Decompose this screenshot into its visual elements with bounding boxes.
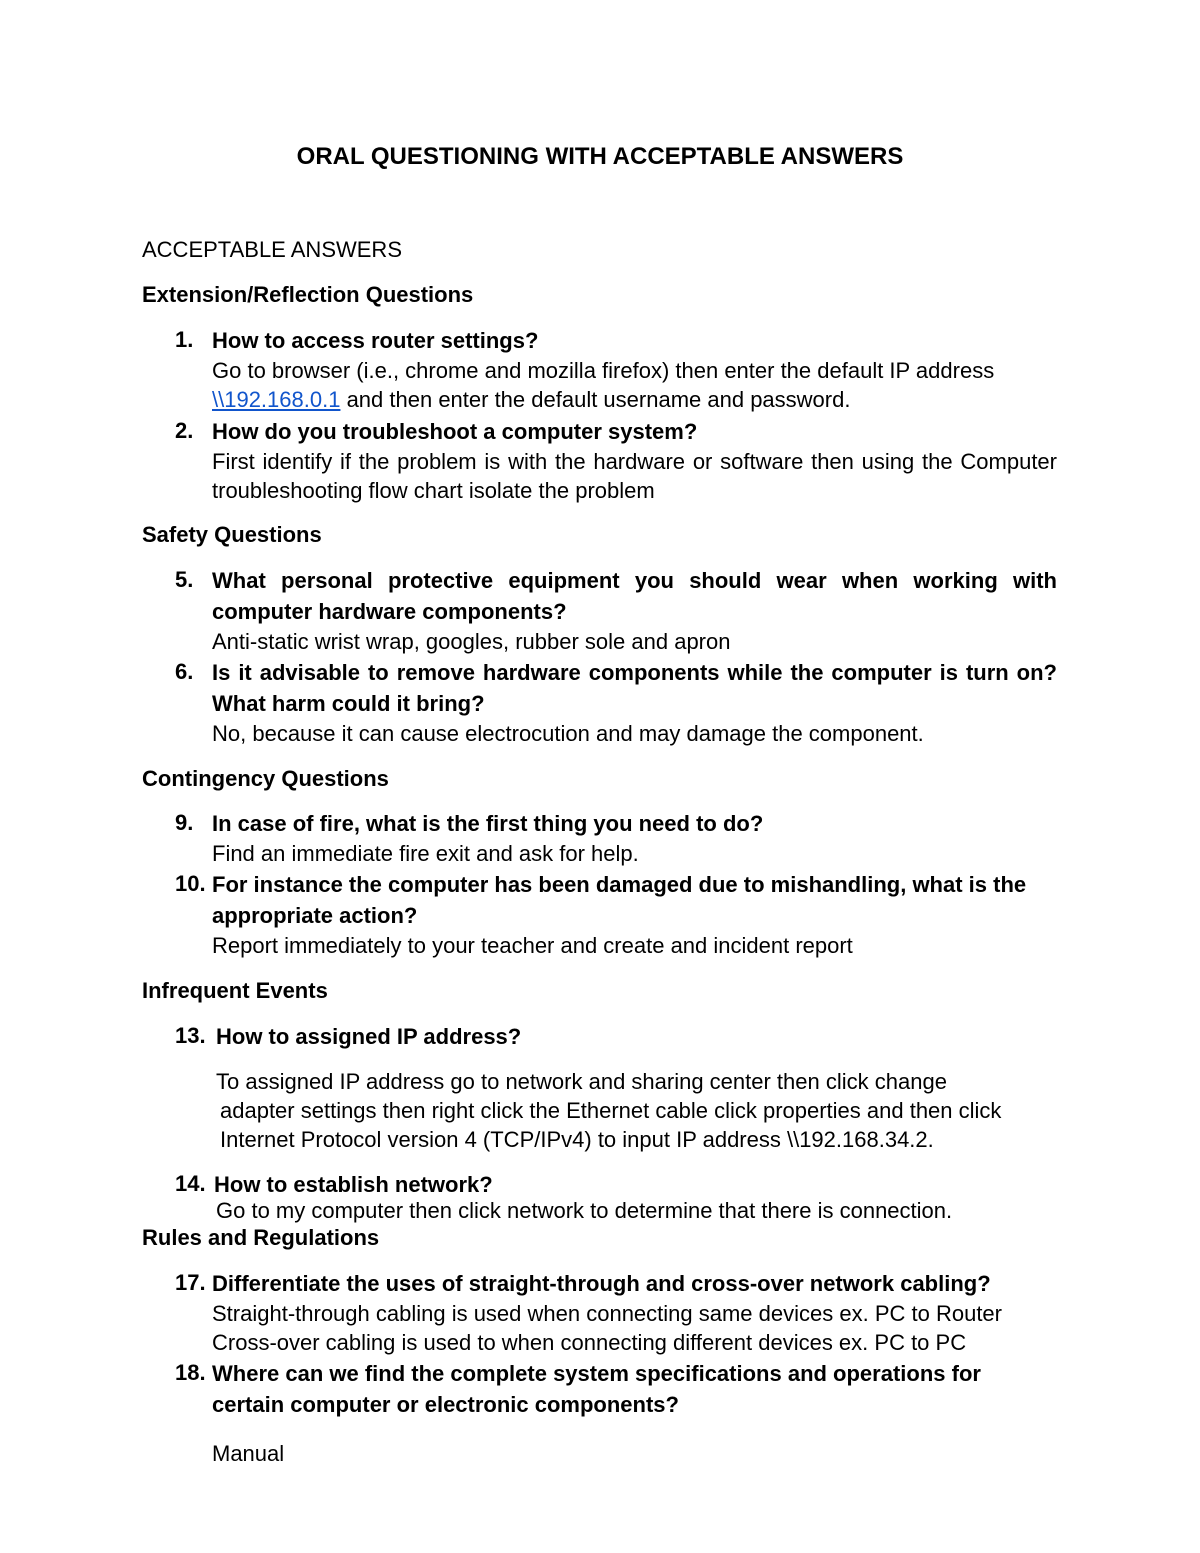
question-number: 13. <box>175 1023 206 1048</box>
question-number: 2. <box>175 418 194 443</box>
question-text: Where can we find the complete system specifications and operations for certain computer or electronic components? <box>212 1361 981 1417</box>
answer-text: Anti-static wrist wrap, googles, rubber sole and apron <box>212 629 731 654</box>
answer-text-part: and then enter the default username and password. <box>340 387 851 412</box>
answer-text: First identify if the problem is with the hardware or software then using the Computer troubleshooting flow chart isolate the problem <box>212 449 1057 503</box>
question-text: For instance the computer has been damaged due to mishandling, what is the appropriate action? <box>212 872 1027 928</box>
question-number: 18. <box>175 1360 206 1385</box>
subtitle: ACCEPTABLE ANSWERS <box>142 237 402 262</box>
question-number: 1. <box>175 327 194 352</box>
question-number: 6. <box>175 659 194 684</box>
question-text: In case of fire, what is the first thing you need to do? <box>212 811 764 836</box>
section-heading-safety: Safety Questions <box>142 522 322 547</box>
section-heading-infrequent: Infrequent Events <box>142 978 328 1003</box>
question-text: How to establish network? <box>214 1172 493 1197</box>
answer-text <box>212 356 1057 414</box>
question-number: 5. <box>175 567 194 592</box>
question-number: 9. <box>175 810 194 835</box>
answer-text-part: Go to browser (i.e., chrome and mozilla firefox) then enter the default IP address <box>212 358 995 383</box>
section-heading-extension: Extension/Reflection Questions <box>142 282 474 307</box>
page-title: ORAL QUESTIONING WITH ACCEPTABLE ANSWERS <box>296 143 904 170</box>
question-text: What personal protective equipment you should wear when working with computer hardware components? <box>212 568 1057 624</box>
answer-line: To assigned IP address go to network and sharing center then click change <box>216 1069 947 1094</box>
question-number: 14. <box>175 1171 206 1196</box>
answer-text: Report immediately to your teacher and create and incident report <box>212 933 853 958</box>
question-text: How to access router settings? <box>212 328 539 353</box>
answer-line: Straight-through cabling is used when connecting same devices ex. PC to Router <box>212 1301 1002 1326</box>
question-text: Differentiate the uses of straight-through and cross-over network cabling? <box>212 1271 991 1296</box>
answer-text: Find an immediate fire exit and ask for help. <box>212 841 639 866</box>
question-number: 17. <box>175 1270 206 1295</box>
answer-text: Go to my computer then click network to determine that there is connection. <box>216 1198 953 1223</box>
question-number: 10. <box>175 871 206 896</box>
question-text: How to assigned IP address? <box>216 1024 522 1049</box>
answer-text: No, because it can cause electrocution and may damage the component. <box>212 721 924 746</box>
answer-line: Internet Protocol version 4 (TCP/IPv4) to input IP address \\192.168.34.2. <box>220 1127 934 1152</box>
answer-line: adapter settings then right click the Ethernet cable click properties and then click <box>220 1098 1002 1123</box>
section-heading-contingency: Contingency Questions <box>142 766 389 791</box>
section-heading-rules: Rules and Regulations <box>142 1225 380 1250</box>
ip-address-link[interactable]: \\192.168.0.1 <box>212 387 341 412</box>
question-text: Is it advisable to remove hardware components while the computer is turn on? What harm could it bring? <box>212 660 1057 716</box>
answer-text: Manual <box>212 1441 285 1466</box>
answer-line: Cross-over cabling is used to when connecting different devices ex. PC to PC <box>212 1330 967 1355</box>
question-text: How do you troubleshoot a computer system? <box>212 419 698 444</box>
